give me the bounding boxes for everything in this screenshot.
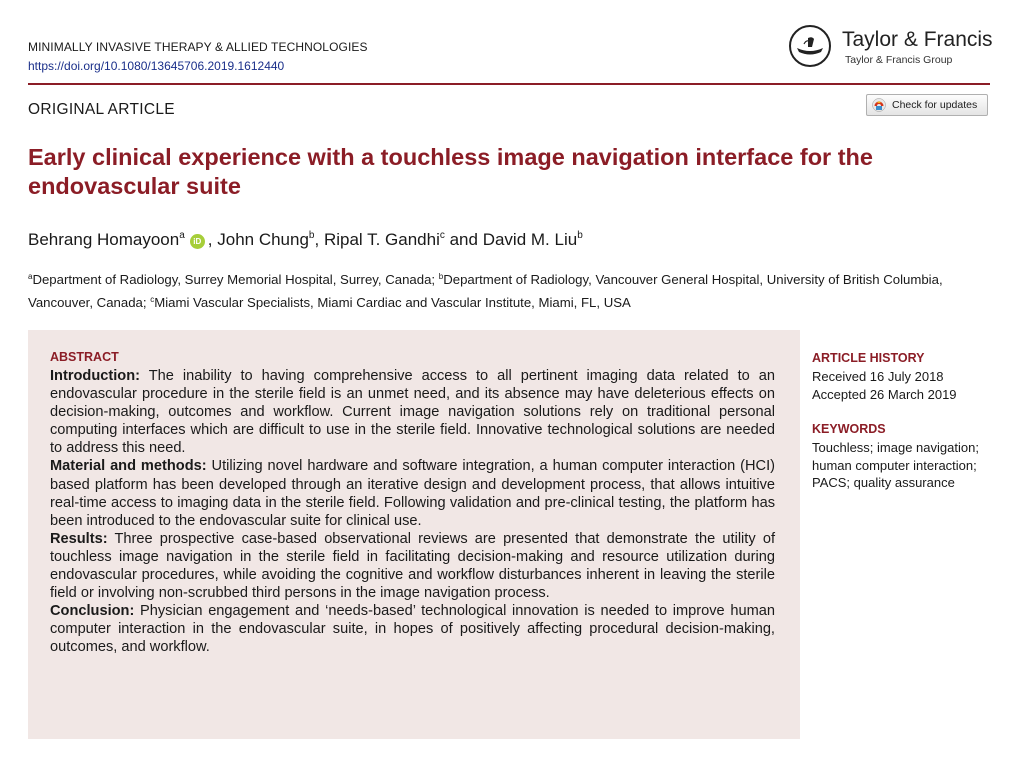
author-affil-sup: b: [308, 230, 315, 241]
author-affil-sup: c: [439, 230, 445, 241]
abstract-section-text: Three prospective case-based observational reviews are presented that demonstrate the utility of touchless image navigation in the sterile field in facilitating decision-making and resource utilization during endovascular procedures, while avoiding the cognitive and workflow disturbances inherent in leaving the sterile field or involving non-scrubbed third persons in the image navigation process.: [50, 530, 775, 602]
author-affil-sup: a: [179, 230, 185, 241]
author-connector: and: [449, 230, 478, 249]
abstract-section: [50, 367, 775, 457]
article-title: Early clinical experience with a touchless image navigation interface for the endovascular suite: [28, 144, 873, 199]
affiliations: [28, 267, 993, 313]
keywords: [812, 421, 997, 492]
abstract-section-label: Material and methods:: [50, 458, 207, 475]
journal-name: MINIMALLY INVASIVE THERAPY & ALLIED TECHNOLOGIES: [28, 40, 368, 54]
article-history-heading: ARTICLE HISTORY: [812, 351, 925, 365]
check-for-updates-button[interactable]: [866, 94, 988, 116]
abstract-section-label: Conclusion:: [50, 603, 135, 620]
article-history: [812, 350, 997, 403]
abstract-section: [50, 457, 775, 529]
author-list: Behrang Homayoon$^a$iD , John Chung$^b$, Ripal T. Gandhi$^c$ and David M. Liu$^b$: [28, 230, 583, 249]
author-name[interactable]: Ripal T. Gandhi: [323, 230, 440, 249]
keywords-text: Touchless; image navigation; human computer interaction; PACS; quality assurance: [812, 439, 979, 491]
abstract-section-text: Physician engagement and ‘needs-based’ technological innovation is needed to improve human computer interaction in the endovascular suite, in hopes of positively affecting procedural decision-making, outcomes, and workflow.: [50, 603, 775, 656]
keywords-heading: KEYWORDS: [812, 422, 886, 436]
affil-sup: c: [150, 295, 155, 304]
doi-link[interactable]: https://doi.org/10.1080/13645706.2019.1612440: [28, 59, 285, 73]
accepted-date: Accepted 26 March 2019: [812, 386, 957, 402]
crossmark-icon: [872, 98, 886, 112]
abstract-section-label: Introduction:: [50, 368, 140, 384]
author-name[interactable]: Behrang Homayoon: [28, 230, 180, 249]
affil-sup: a: [28, 272, 33, 281]
abstract-heading: ABSTRACT: [50, 350, 119, 364]
received-date: Received 16 July 2018: [812, 368, 944, 384]
check-for-updates-label: Check for updates: [892, 99, 978, 111]
publisher-group: Taylor & Francis Group: [845, 54, 953, 66]
abstract-section: [50, 602, 775, 656]
affiliation-text: Department of Radiology, Vancouver General Hospital, University of British Columbia, Vancouver, Canada;: [28, 272, 943, 310]
publisher-name: Taylor & Francis: [842, 28, 993, 51]
affiliation-text: Department of Radiology, Surrey Memorial Hospital, Surrey, Canada;: [32, 272, 439, 287]
author-name[interactable]: David M. Liu: [482, 230, 578, 249]
abstract-body: [50, 367, 775, 657]
abstract-section-label: Results:: [50, 530, 108, 547]
abstract-section: [50, 530, 775, 602]
taylor-francis-logo-icon: [788, 24, 832, 68]
author-name[interactable]: John Chung: [217, 230, 309, 249]
abstract-section-text: The inability to having comprehensive access to all pertinent imaging data related to an endovascular procedure in the sterile field is an unmet need, and its absence may have deleterious effects on decision-making, outcomes and workflow. Current image navigation solutions rely on traditional personal computing interfaces which are difficult to use in the sterile field. Innovative technological solutions are needed to address this need.: [50, 368, 776, 457]
orcid-icon[interactable]: iD: [190, 234, 205, 249]
affil-sup: b: [438, 272, 444, 281]
article-type: ORIGINAL ARTICLE: [28, 101, 175, 118]
author-affil-sup: b: [577, 230, 583, 241]
abstract-section-text: Utilizing novel hardware and software integration, a human computer interaction (HCI) based platform has been developed through an iterative design and development process, that allows intuitive real-time access to imaging data in the sterile field. Following validation and pre-clinical testing, the platform has been introduced to the endovascular suite for clinical use.: [50, 458, 775, 529]
header-rule: [28, 83, 990, 85]
affiliation-text: Miami Vascular Specialists, Miami Cardiac and Vascular Institute, Miami, FL, USA: [154, 295, 631, 310]
